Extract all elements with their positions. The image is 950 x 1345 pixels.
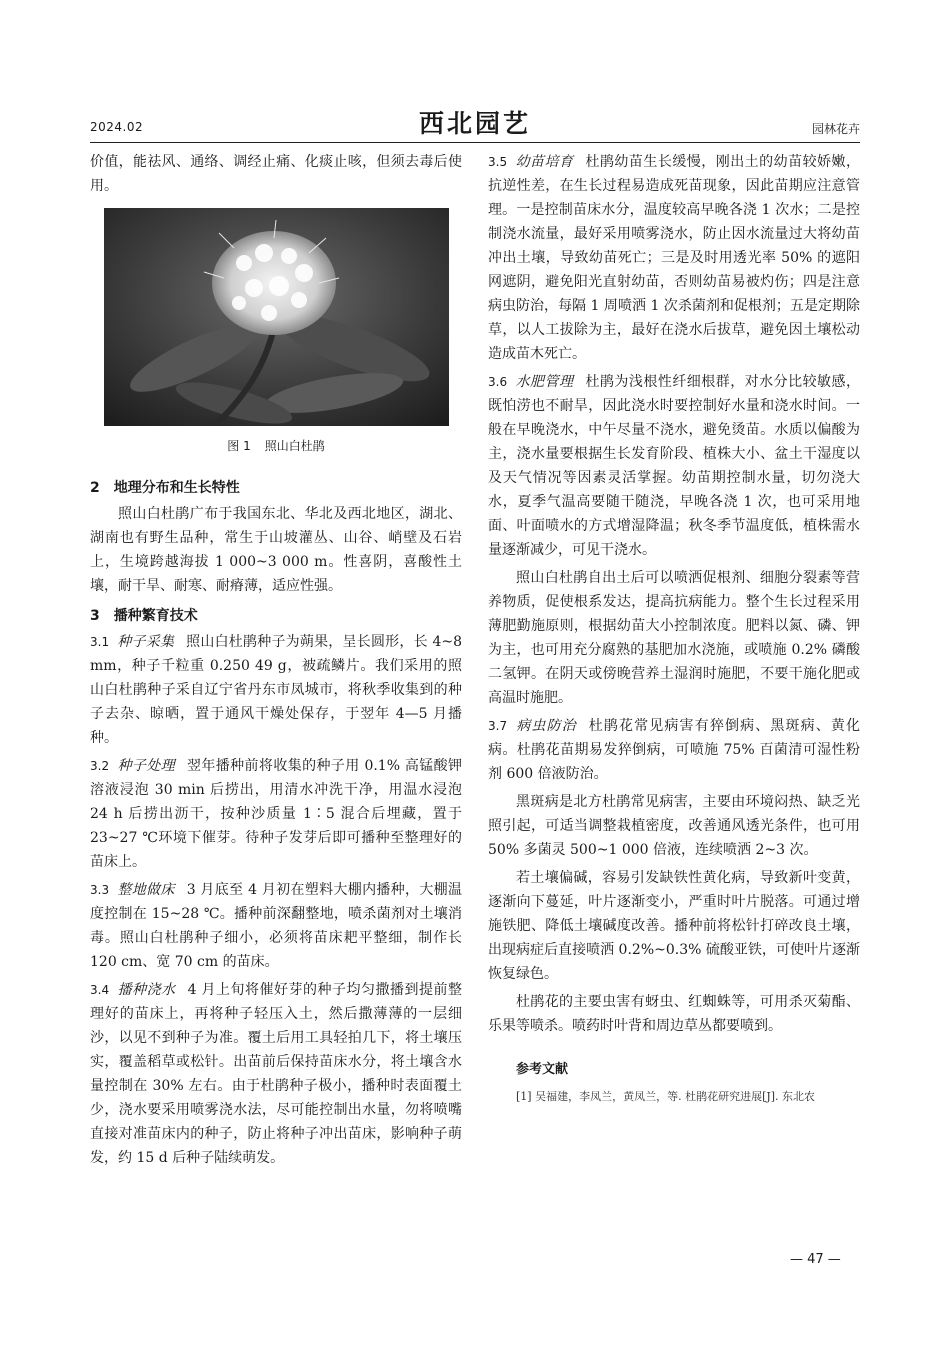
journal-title: 西北园艺 (418, 109, 531, 138)
subsection-text: 3 月底至 4 月初在塑料大棚内播种，大棚温度控制在 15~28 ℃。播种前深翻整地，喷杀菌剂对土壤消毒。照山白杜鹃种子细小，必须将苗床耙平整细，制作长 120 cm、宽 70 cm 的苗床。 (90, 882, 463, 970)
subsection-paragraph (488, 370, 860, 562)
paragraph: 价值，能祛风、通络、调经止痛、化痰止咳，但须去毒后使用。 (90, 154, 462, 194)
subsection-text: 杜鹃为浅根性纤细根群，对水分比较敏感，既怕涝也不耐旱，因此浇水时要控制好水量和浇水时间。一般在早晚浇水，中午尽量不浇水，避免烫苗。水质以偏酸为主，浇水量要根据生长发育阶段、植株大小、盆土干湿度以及天气情况等因素灵活掌握。幼苗期控制水量，切勿浇大水，夏季气温高要随干随浇，早晚各浇 1 次，也可采用地面、叶面喷水的方式增湿降温；秋冬季节温度低，植株需水量逐渐减少，可见干浇水。 (488, 374, 861, 558)
section-title: 地理分布和生长特性 (113, 480, 240, 496)
subsection-number: 3.5 (488, 155, 508, 169)
paragraph: 杜鹃花的主要虫害有蚜虫、红蜘蛛等，可用杀灭菊酯、乐果等喷杀。喷药时叶背和周边草丛都要喷到。 (488, 994, 860, 1034)
subsection-title: 幼苗培育 (515, 154, 574, 170)
figure-number: 图 1 (227, 439, 251, 453)
subsection-paragraph (90, 878, 462, 974)
section-name: 园林花卉 (811, 122, 860, 136)
subsection-text: 翌年播种前将收集的种子用 0.1% 高锰酸钾溶液浸泡 30 min 后捞出，用清水冲洗干净，用温水浸泡 24 h 后捞出沥干，按种沙质量 1∶5 混合后埋藏，置于 23~27 ℃环境下催芽。待种子发芽后即可播种至整理好的苗床上。 (90, 758, 463, 870)
page-header (90, 100, 860, 140)
subsection-title: 种子采集 (117, 634, 175, 650)
subsection-paragraph (488, 714, 860, 786)
subsection-title: 播种浇水 (117, 982, 176, 998)
paragraph: 照山白杜鹃广布于我国东北、华北及西北地区，湖北、湖南也有野生品种，常生于山坡灌丛、山谷、峭壁及石岩上，生境跨越海拔 1 000~3 000 m。性喜阴，喜酸性土壤，耐干旱、耐寒、耐瘠薄，适应性强。 (90, 506, 462, 594)
subsection-number: 3.6 (488, 375, 508, 389)
section-number: 2 (90, 480, 100, 496)
page-number: — 47 — (790, 1252, 841, 1267)
subsection-number: 3.1 (90, 635, 110, 649)
subsection-text: 照山白杜鹃种子为蒴果，呈长圆形，长 4~8 mm，种子千粒重 0.250 49 g，被疏鳞片。我们采用的照山白杜鹃种子采自辽宁省丹东市凤城市，将秋季收集到的种子去杂、晾晒，置于通风干燥处保存，于翌年 4—5 月播种。 (90, 634, 463, 746)
paragraph: 黑斑病是北方杜鹃常见病害，主要由环境闷热、缺乏光照引起，可适当调整栽植密度，改善通风透光条件，也可用 50% 多菌灵 500~1 000 倍液，连续喷洒 2~3 次。 (488, 794, 860, 858)
subsection-number: 3.3 (90, 883, 110, 897)
subsection-text: 杜鹃幼苗生长缓慢，刚出土的幼苗较娇嫩，抗逆性差，在生长过程易造成死苗现象，因此苗期应注意管理。一是控制苗床水分，温度较高早晚各浇 1 次水；二是控制浇水流量，最好采用喷雾浇水，防止因水流量过大将幼苗冲出土壤，导致幼苗死亡；三是及时用透光率 50% 的遮阳网遮阴，避免阳光直射幼苗，否则幼苗易被灼伤；四是注意病虫防治，每隔 1 周喷洒 1 次杀菌剂和促根剂；五是定期除草，以人工拔除为主，最好在浇水后拔草，避免因土壤松动造成苗木死亡。 (488, 154, 861, 362)
subsection-paragraph (90, 978, 462, 1170)
subsection-number: 3.4 (90, 983, 110, 997)
section-number: 3 (90, 608, 100, 624)
header-rule (90, 142, 860, 143)
flower-photo-icon (104, 208, 449, 426)
subsection-title: 整地做床 (117, 882, 175, 898)
subsection-title: 水肥管理 (515, 374, 574, 390)
figure-caption (90, 434, 462, 458)
subsection-paragraph (90, 630, 462, 750)
subsection-text: 4 月上旬将催好芽的种子均匀撒播到提前整理好的苗床上，再将种子轻压入土，然后撒薄薄的一层细沙，以见不到种子为准。覆土后用工具轻拍几下，将土壤压实，覆盖稻草或松针。出苗前后保持苗床水分，将土壤含水量控制在 30% 左右。由于杜鹃种子极小，播种时表面覆土少，浇水要采用喷雾浇水法，尽可能控制出水量，勿将喷嘴直接对准苗床内的种子，防止将种子冲出苗床，影响种子萌发，约 15 d 后种子陆续萌发。 (90, 982, 463, 1166)
references-heading: 参考文献 (516, 1062, 569, 1077)
left-column (90, 150, 462, 1170)
section-title: 播种繁育技术 (113, 608, 198, 624)
subsection-number: 3.7 (488, 719, 508, 733)
issue-date: 2024.02 (90, 120, 144, 134)
paragraph: 照山白杜鹃自出土后可以喷洒促根剂、细胞分裂素等营养物质，促使根系发达，提高抗病能力。整个生长过程采用薄肥勤施原则，根据幼苗大小控制浓度。肥料以氮、磷、钾为主，也可用充分腐熟的基肥加水浇施，或喷施 0.2% 磷酸二氢钾。在阴天或傍晚营养土湿润时施肥，不要干施化肥或高温时施肥。 (488, 570, 860, 706)
subsection-title: 病虫防治 (515, 718, 577, 734)
figure-title: 照山白杜鹃 (264, 439, 325, 453)
subsection-paragraph (90, 754, 462, 874)
reference-item: [1] 吴福建，李凤兰，黄凤兰，等. 杜鹃花研究进展[J]. 东北农 (516, 1090, 816, 1103)
section-heading (90, 476, 462, 500)
right-column (488, 150, 860, 1106)
subsection-paragraph (488, 150, 860, 366)
subsection-title: 种子处理 (117, 758, 176, 774)
subsection-number: 3.2 (90, 759, 110, 773)
section-heading (90, 604, 462, 628)
paragraph: 若土壤偏碱，容易引发缺铁性黄化病，导致新叶变黄，逐渐向下蔓延，叶片逐渐变小，严重时叶片脱落。可通过增施铁肥、降低土壤碱度改善。播种前将松针打碎改良土壤，出现病症后直接喷洒 0.2%~0.3% 硫酸亚铁，可使叶片逐渐恢复绿色。 (488, 870, 860, 982)
subsection-text: 杜鹃花常见病害有猝倒病、黑斑病、黄化病。杜鹃花苗期易发猝倒病，可喷施 75% 百菌清可湿性粉剂 600 倍液防治。 (488, 718, 861, 782)
figure-photo (104, 208, 449, 426)
